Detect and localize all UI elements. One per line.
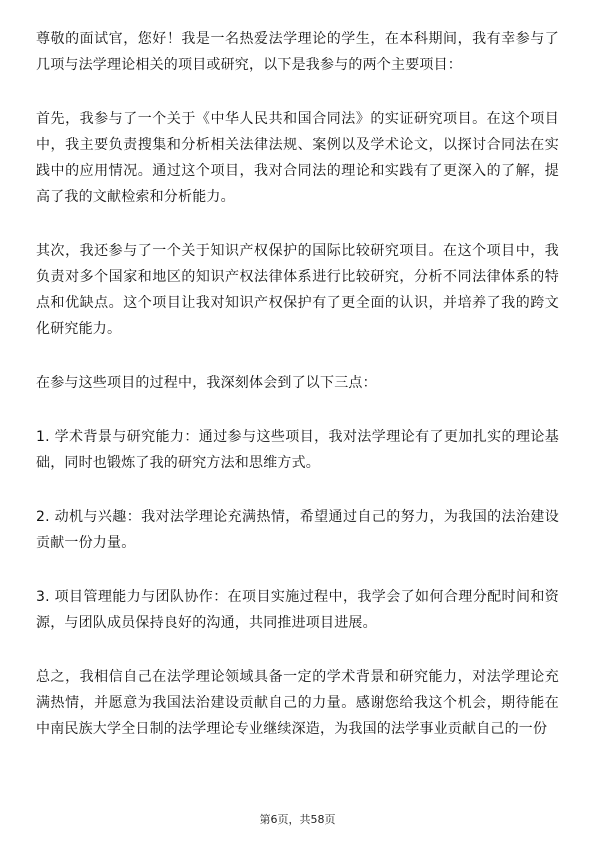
paragraph-point-two: 2. 动机与兴趣：我对法学理论充满热情，希望通过自己的努力，为我国的法治建设贡献一份力量。 <box>36 509 559 551</box>
paragraph-takeaways-intro: 在参与这些项目的过程中，我深刻体会到了以下三点： <box>36 375 377 391</box>
paragraph-conclusion: 总之，我相信自己在法学理论领域具备一定的学术背景和研究能力，对法学理论充满热情，并愿意为我国法治建设贡献自己的力量。感谢您给我这个机会，期待能在中南民族大学全日制的法学理论专业继续深造，为我国的法学事业贡献自己的一份 <box>36 669 559 737</box>
paragraph-point-three: 3. 项目管理能力与团队协作：在项目实施过程中，我学会了如何合理分配时间和资源，与团队成员保持良好的沟通，共同推进项目进展。 <box>36 589 559 631</box>
paragraph-project-one: 首先，我参与了一个关于《中华人民共和国合同法》的实证研究项目。在这个项目中，我主要负责搜集和分析相关法律法规、案例以及学术论文，以探讨合同法在实践中的应用情况。通过这个项目，我对合同法的理论和实践有了更深入的了解，提高了我的文献检索和分析能力。 <box>36 111 559 205</box>
paragraph-project-two: 其次，我还参与了一个关于知识产权保护的国际比较研究项目。在这个项目中，我负责对多个国家和地区的知识产权法律体系进行比较研究，分析不同法律体系的特点和优缺点。这个项目让我对知识产权保护有了更全面的认识，并培养了我的跨文化研究能力。 <box>36 243 559 337</box>
paragraph-greeting: 尊敬的面试官，您好！我是一名热爱法学理论的学生，在本科期间，我有幸参与了几项与法学理论相关的项目或研究，以下是我参与的两个主要项目： <box>36 31 559 73</box>
paragraph-point-one: 1. 学术背景与研究能力：通过参与这些项目，我对法学理论有了更加扎实的理论基础，同时也锻炼了我的研究方法和思维方式。 <box>36 429 559 471</box>
page-number-footer: 第6页，共58页 <box>259 813 336 826</box>
